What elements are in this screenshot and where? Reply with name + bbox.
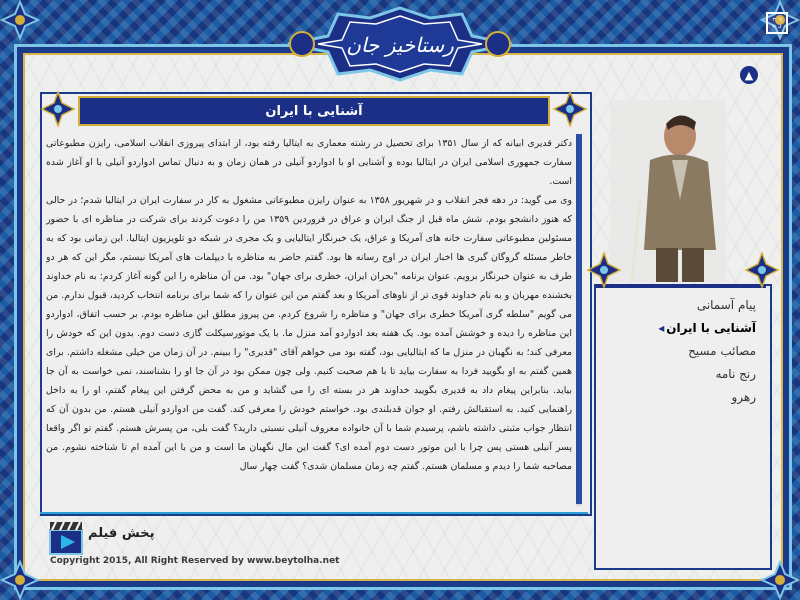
copyright-text: Copyright 2015, All Right Reserved by www.beytolha.net [50,556,340,566]
film-clapper-play-icon [48,518,88,558]
nav-ornament-left [586,252,622,288]
nav-item-payam-asemani[interactable]: پیام آسمانی [696,298,756,312]
chevron-up-icon: ▲ [744,68,754,82]
corner-ornament-top-left [0,0,40,40]
nav-ornament-right [744,252,780,288]
content-title-bar [78,96,550,126]
nav-item-ranj-nameh[interactable]: رنج نامه [715,367,756,381]
header-ornament-right [552,91,588,127]
app-title: رستاخیز جان [346,33,454,57]
play-film-label[interactable]: پخش فیلم [88,526,155,541]
content-header [40,90,588,128]
nav-item-masaeb-masih[interactable]: مصائب مسیح [688,344,756,358]
fullscreen-icon: ⛶ [772,15,782,30]
nav-item-rahro[interactable]: رهرو [731,390,756,404]
fullscreen-button[interactable] [766,12,788,34]
scrollbar-thumb[interactable] [576,134,582,504]
collapse-button[interactable] [740,66,758,84]
nav-item-ashnaei-ba-iran[interactable]: آشنایی با ایران ◂ [600,317,760,340]
portrait-image [610,100,726,282]
article-paragraph: وی می گوید: در دهه فجر انقلاب و در شهریور ۱۳۵۸ به عنوان رایزن مطبوعاتی مشغول به کار در سفارت ایران در ایتالیا شدم؛ در حالی که هنوز دانشجو بودم. شش ماه قبل از جنگ ایران و عراق در فروردین ۱۳۵۹ من را دعوت کردند برای شرکت در مناظره ای با حضور مسئولین مطبوعاتی سفارت خانه های آمریکا و عراق، یک خبرنگار ایتالیایی و یک مجری در شبکه دو تلویزیون ایتالیا. این زمانی بود که به خاطر مسئله گروگان گیری ها اخبار ایران در اوج رسانه ها بود. گفتم حاضر به مناظره با دیپلمات های آمریکا نیستم، مگر این که هر دو طرف به عنوان خبرنگار برویم. عنوان برنامه "بحران ایران، خطری برای جهان" بود. من آن مناظره را این گونه آغاز کردم: به نام خداوند بخشنده مهربان و به نام خداوند قوی تر از ناوهای آمریکا و بعد گفتم من این عنوان را که شما برای برنامه انتخاب کردید، قبول ندارم. من می گویم "سلطه گری آمریکا خطری برای جهان" و مناظره را شروع کردم. من پیروز مطلق این مناظره بودم. بر حسب اتفاق، ادواردو این مناظره را دیده و خوشش آمده بود. یک هفته بعد ادواردو آمد منزل ما. با یک موتورسیکلت گازی دست دوم. بدون این که خودش را معرفی کند؛ به نگهبان در منزل ما که ایتالیایی بود، گفته بود می خواهم آقای "قدیری" را ببینم. در آن زمان من خیلی مشغله داشتم. برای همین گفتم به او بگویید فردا به سفارت بیاید تا با هم صحبت کنیم. ولی چون ممکن بود در آن جا او را بشناسند، نمی خواست به آن جا بیاید. بنابراین پیغام داد به قدیری بگویید خداوند هر در بسته ای را می گشاید و من به محض گرفتن این پیغام گفتم، او را به داخل راهنمایی کنید. به استقبالش رفتم. او جوان قدبلندی بود. خواستم خودش را معرفی کند. گفت من ادواردو آنیلی هستم. من بدون آن که انتظار جواب مثبتی داشته باشم، پرسیدم شما با آن خانواده معروف آنیلی نسبتی دارید؟ گفت بلی، من پسرش هستم. گفتم تو اگر واقعا پسر آنیلی هستی پس چرا با این موتور دست دوم آمده ای؟ گفت این مال نگهبان ما است و من با این آمده ام تا شناخته نشوم. من مصاحبه شما را دیدم و مسلمان هستم. گفتم چه زمان مسلمان شدی؟ گفت چهار سال [46,195,572,472]
corner-ornament-bottom-left [0,560,40,600]
article-text [46,134,572,506]
article-paragraph: دکتر قدیری ابیانه که از سال ۱۳۵۱ برای تحصیل در رشته معماری به ایتالیا رفته بود، از ابتدای پیروزی انقلاب اسلامی، رایزن مطبوعاتی سفارت جمهوری اسلامی ایران در ایتالیا بوده و آشنایی او با ادواردو آنیلی در همان زمان و به دنبال تماس ادواردو آنیلی با او آغاز شده است. [46,138,572,187]
chapter-nav [600,294,760,409]
header-ornament-left [40,91,76,127]
top-banner [262,6,538,82]
content-title: آشنایی با ایران [265,103,363,119]
